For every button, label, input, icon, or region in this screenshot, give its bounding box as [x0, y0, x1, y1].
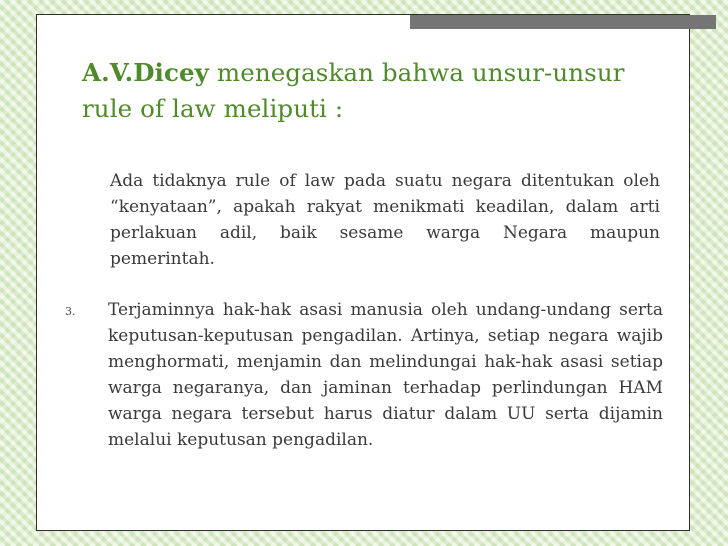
title-author: A.V.Dicey [82, 58, 209, 87]
title-rest: menegaskan bahwa unsur-unsur rule of law meliputi : [82, 58, 625, 123]
paragraph-rule-of-law: Ada tidaknya rule of law pada suatu negara ditentukan oleh “kenyataan”, apakah rakyat menikmati keadilan, dalam arti perlakuan adil, baik sesame warga Negara maupun pemerintah. [110, 171, 660, 269]
slide-title [82, 55, 642, 127]
slide-accent-tab [410, 15, 716, 29]
list-number-3: 3. [65, 305, 76, 318]
slide-frame [36, 14, 690, 531]
list-item-3-text: Terjaminnya hak-hak asasi manusia oleh undang-undang serta keputusan-keputusan pengadilan. Artinya, setiap negara wajib menghormati, menjamin dan melindungai hak-hak asasi setiap warga negaranya, dan jaminan terhadap perlindungan HAM warga negara tersebut harus diatur dalam UU serta dijamin melalui keputusan pengadilan. [108, 300, 663, 450]
